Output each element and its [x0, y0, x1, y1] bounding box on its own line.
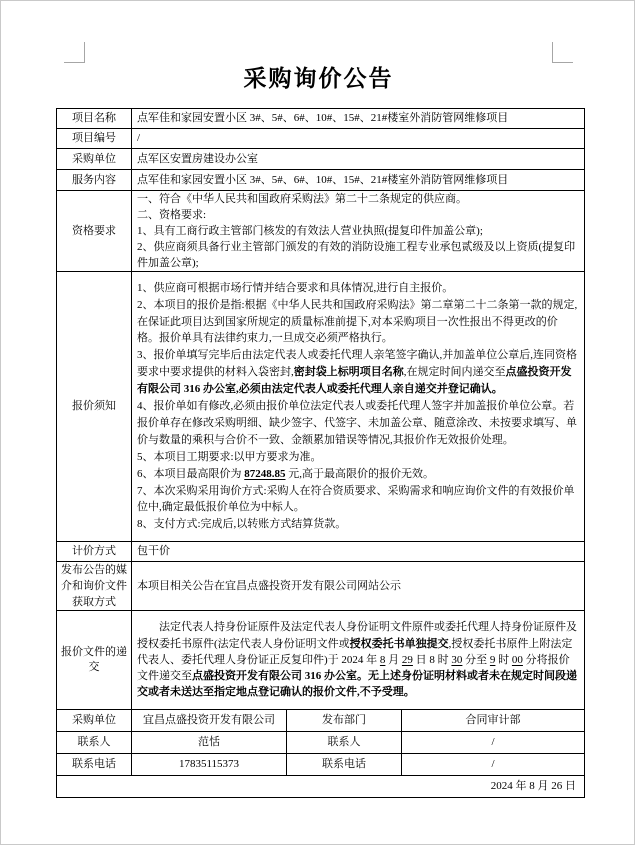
qualification-line: 二、资格要求:: [137, 209, 207, 221]
submission-paragraph: 法定代表人持身份证原件及法定代表人身份证明文件原件或委托代理人持身份证原件及授权委托书原件(法定代表人身份证明文件或授权委托书单独提交,授权委托书原件上附法定代表人、委托代理人身份证正反复印件)于 2024 年 8 月 29 日 8 时 30 分至 9 时 00 分将报价文件递交至点盛投资开发有限公司 316 办公室。无上述身份证明材料或者未在规定时间段递交或者未送达至指定地点登记确认的报价文件,不予受理。: [137, 621, 577, 699]
table-row-contacts: [57, 754, 585, 776]
notice-paragraph: 3、报价单填写完毕后由法定代表人或委托代理人亲笔签字确认,并加盖单位公章后,连同资格要求中要求提供的材料入袋密封,密封袋上标明项目名称,在规定时间内递交至点盛投资开发有限公司 316 办公室,必须由法定代表人或委托代理人亲自递交并登记确认。: [137, 349, 577, 396]
notice-label: 报价须知: [57, 272, 132, 542]
notice-paragraph: 7、本次采购采用询价方式:采购人在符合资质要求、采购需求和响应询价文件的有效报价单位中,确定最低报价单位为中标人。: [137, 484, 575, 514]
submission-label: 报价文件的递交: [57, 611, 132, 710]
notice-paragraph: 1、供应商可根据市场行情并结合要求和具体情况,进行自主报价。: [137, 281, 454, 294]
table-row-contacts: [57, 710, 585, 732]
media-label: 发布公告的媒介和询价文件获取方式: [57, 562, 132, 611]
project-name-value: 点军佳和家园安置小区 3#、5#、6#、10#、15#、21#楼室外消防管网维修项目: [132, 109, 585, 129]
table-row-contacts: [57, 732, 585, 754]
table-row-date: [57, 776, 585, 798]
media-value: 本项目相关公告在宜昌点盛投资开发有限公司网站公示: [132, 562, 585, 611]
contact-person2-label: 联系人: [287, 732, 402, 754]
notice-content: [132, 272, 585, 542]
contact-person-value: 范恬: [132, 732, 287, 754]
table-row-qualification: [57, 191, 585, 272]
service-content-label: 服务内容: [57, 170, 132, 191]
announcement-date: 2024 年 8 月 26 日: [57, 776, 585, 798]
service-content-value: 点军佳和家园安置小区 3#、5#、6#、10#、15#、21#楼室外消防管网维修项目: [132, 170, 585, 191]
qualification-label: 资格要求: [57, 191, 132, 272]
submission-content: [132, 611, 585, 710]
qualification-line: 1、具有工商行政主管部门核发的有效法人营业执照(提复印件加盖公章);: [137, 225, 483, 237]
qualification-line: 2、供应商须具备行业主管部门颁发的有效的消防设施工程专业承包贰级及以上资质(提复印件加盖公章);: [137, 241, 576, 269]
notice-paragraph: 8、支付方式:完成后,以转账方式结算货款。: [137, 518, 347, 531]
table-row-notice: [57, 272, 585, 542]
purchaser-value: 点军区安置房建设办公室: [132, 149, 585, 170]
pricing-method-value: 包干价: [132, 542, 585, 562]
table-row: [57, 170, 585, 191]
page-title: 采购询价公告: [243, 66, 394, 91]
project-name-label: 项目名称: [57, 109, 132, 129]
table-row: [57, 129, 585, 149]
contact-purchaser-value: 宜昌点盛投资开发有限公司: [132, 710, 287, 732]
notice-paragraph: 4、报价单如有修改,必须由报价单位法定代表人或委托代理人签字并加盖报价单位公章。若报价单存在修改采购明细、缺少签字、代签字、未加盖公章、随意涂改、未按要求填写、单价与数量的乘积与合价不一致、金额累加错误等情况,其报价作无效报价处理。: [137, 400, 577, 446]
project-number-value: /: [132, 129, 585, 149]
contact-phone2-value: /: [402, 754, 585, 776]
contact-phone-value: 17835115373: [132, 754, 287, 776]
announcement-table: [56, 108, 585, 798]
publish-dept-label: 发布部门: [287, 710, 402, 732]
table-row: [57, 109, 585, 129]
publish-dept-value: 合同审计部: [402, 710, 585, 732]
table-row: [57, 542, 585, 562]
qualification-line: 一、符合《中华人民共和国政府采购法》第二十二条规定的供应商。: [137, 193, 467, 205]
notice-paragraph: 2、本项目的报价是指:根据《中华人民共和国政府采购法》第二章第二十二条第一款的规定,在保证此项目达到国家所规定的质量标准前提下,对本采购项目一次性报出不得更改的价格。报价单具有法律约束力,一旦成交必须严格执行。: [137, 298, 578, 345]
contact-person-label: 联系人: [57, 732, 132, 754]
table-row: [57, 149, 585, 170]
contact-phone2-label: 联系电话: [287, 754, 402, 776]
project-number-label: 项目编号: [57, 129, 132, 149]
table-row: [57, 562, 585, 611]
pricing-method-label: 计价方式: [57, 542, 132, 562]
contact-purchaser-label: 采购单位: [57, 710, 132, 732]
notice-paragraph: 5、本项目工期要求:以甲方要求为准。: [137, 450, 322, 463]
contact-person2-value: /: [402, 732, 585, 754]
purchaser-label: 采购单位: [57, 149, 132, 170]
table-row-submission: [57, 611, 585, 710]
contact-phone-label: 联系电话: [57, 754, 132, 776]
qualification-content: [132, 191, 585, 272]
notice-paragraph: 6、本项目最高限价为 87248.85 元,高于最高限价的报价无效。: [137, 467, 434, 480]
